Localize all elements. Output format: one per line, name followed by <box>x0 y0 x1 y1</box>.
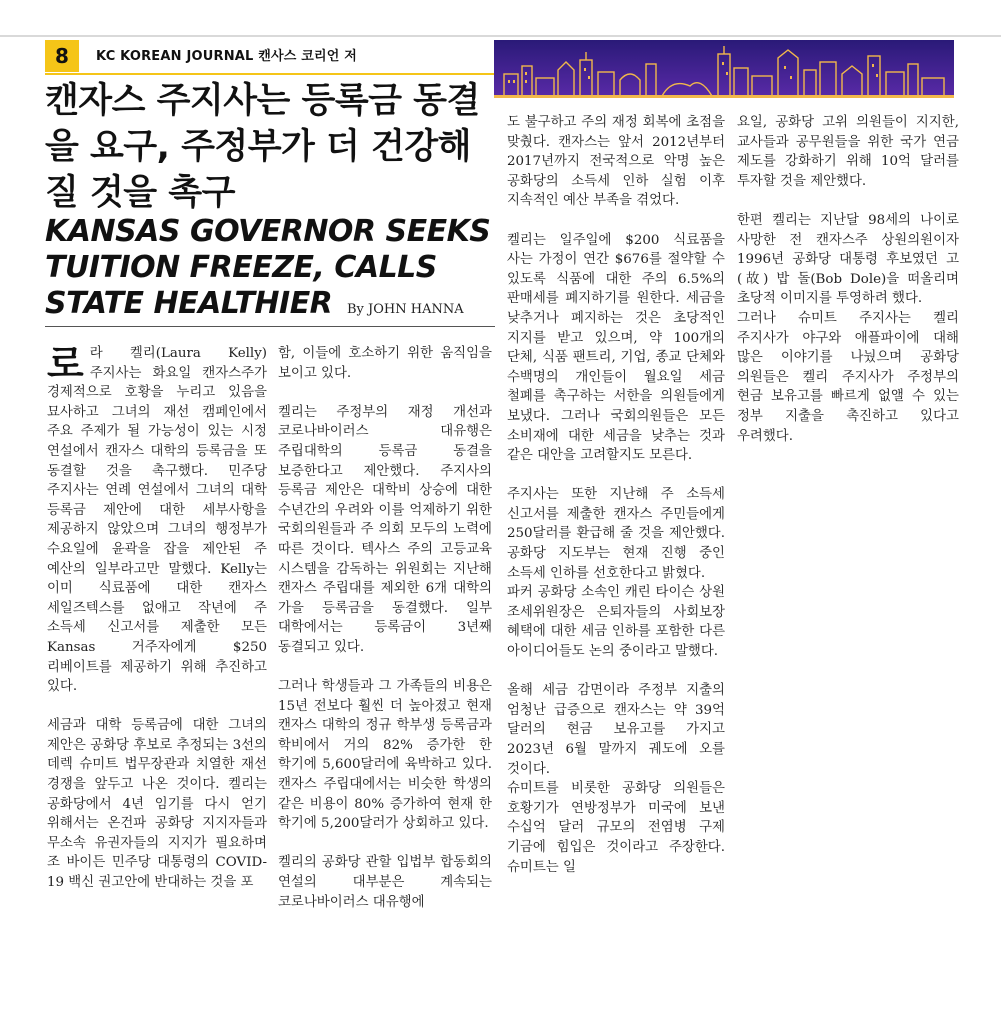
paragraph: 켈리의 공화당 관할 입법부 합동회의 연설의 대부분은 계속되는 코로나바이러스 대유행에 <box>278 855 492 910</box>
paragraph: 파커 공화당 소속인 캐린 타이슨 상원 조세위원장은 은퇴자들의 사회보장 혜택에 대한 세금 인하를 포함한 다른 아이디어들도 논의 중이라고 말했다. <box>507 585 725 660</box>
page-number: 8 <box>55 44 69 68</box>
paragraph: 요일, 공화당 고위 의원들이 지지한, 교사들과 공무원들을 위한 국가 연금 제도를 강화하기 위해 10억 달러를 투자할 것을 제안했다. <box>737 115 959 189</box>
article-column-2 <box>278 344 492 984</box>
paragraph: 세금과 대학 등록금에 대한 그녀의 제안은 공화당 후보로 추정되는 3선의 데렉 슈미트 법무장관과 치열한 재선 경쟁을 앞두고 나온 것이다. 켈리는 공화당에서 4년 임기를 다시 얻기 위해서는 온건파 공화당 지지자들과 무소속 유권자들의 지지가 필요하며 조 바이든 민주당 대통령의 COVID-19 백신 권고안에 반대하는 것을 포 <box>47 718 267 891</box>
paragraph: 도 불구하고 주의 재정 회복에 초점을 맞췄다. 캔자스는 앞서 2012년부터 2017년까지 전국적으로 악명 높은 공화당의 소득세 인하 실험 이후 지속적인 예산 부족을 겪었다. <box>507 115 725 209</box>
headline-rule <box>45 326 495 327</box>
paragraph: 그러나 슈미트 주지사는 켈리 주지사가 야구와 애플파이에 대해 많은 이야기를 나눴으며 공화당 의원들은 켈리 주지사가 주정부의 현금 보유고를 빠르게 없앨 수 있는 정부 지출을 촉진하고 있다고 우려했다. <box>737 310 959 444</box>
paragraph: 켈리는 주정부의 재정 개선과 코로나바이러스 대유행은 주립대학의 등록금 동결을 보증한다고 제안했다. 주지사의 등록금 제안은 대학비 상승에 대한 수년간의 우려와 이를 억제하기 위한 국회의원들과 주 의회 모두의 노력에 따른 것이다. 텍사스 주의 고등교육 시스템을 감독하는 위원회는 지난해 캔자스 주립대를 제외한 6개 대학의 가을 등록금을 동결했다. 일부 대학에서는 등록금이 3년째 동결되고 있다. <box>278 404 492 655</box>
byline: By JOHN HANNA <box>347 302 464 317</box>
paragraph: 슈미트를 비롯한 공화당 의원들은 호황기가 연방정부가 미국에 보낸 수십억 달러 규모의 전염병 구제 기금에 힘입은 것이라고 주장한다. 슈미트는 일 <box>507 781 725 875</box>
headline-korean: 캔자스 주지사는 등록금 동결을 요구, 주정부가 더 건강해 질 것을 촉구 <box>45 81 480 213</box>
paragraph: 한편 켈리는 지난달 98세의 나이로 사망한 전 캔자스주 상원의원이자 1996년 공화당 대통령 후보였던 고(故) 밥 돌(Bob Dole)을 떠올리며 초당적 이미지를 투영하려 했다. <box>737 212 959 307</box>
paragraph: 올해 세금 감면이라 주정부 지출의 엄청난 급증으로 캔자스는 약 39억 달러의 현금 보유고를 가지고 2023년 6월 말까지 궤도에 오를 것이다. <box>507 683 725 777</box>
paragraph: 주지사는 또한 지난해 주 소득세 신고서를 제출한 캔자스 주민들에게 250달러를 환급해 줄 것을 제안했다. 공화당 지도부는 현재 진행 중인 소득세 인하를 선호한다고 밝혔다. <box>507 487 725 581</box>
article-column-1 <box>47 344 267 984</box>
paragraph: 함, 이들에 호소하기 위한 움직임을 보이고 있다. <box>278 346 492 381</box>
drop-cap: 로 <box>47 344 84 386</box>
paragraph-text: 라 켈리(Laura Kelly) 주지사는 화요일 캔자스주가 경제적으로 호황을 누리고 있음을 묘사하고 그녀의 재선 캠페인에서 주요 주제가 될 가능성이 있는 시정 연설에서 캔자스 대학의 등록금을 또 동결할 것을 촉구했다. 민주당 주지사는 연례 연설에서 그녀의 대학 등록금 제안에 대한 세부사항을 제공하지 않았으며 그녀의 행정부가 수요일에 윤곽을 잡을 제안된 주 예산의 일부라고만 말했다. Kelly는 이미 식료품에 대한 캔자스 세일즈텍스를 없애고 작년에 주 소득세 신고서를 제출한 모든 Kansas 거주자에게 $250 리베이트를 제공하기 위해 추진하고 있다. <box>47 346 267 695</box>
kansas-city-skyline-illustration <box>494 40 954 98</box>
article-column-3 <box>507 113 725 983</box>
header-rule <box>45 73 495 75</box>
top-rule <box>0 35 1001 37</box>
headline-english: KANSAS GOVERNOR SEEKS TUITION FREEZE, CALLS STATE HEALTHIER <box>45 214 491 321</box>
publication-name: KC KOREAN JOURNAL 캔사스 코리언 저 <box>96 49 358 64</box>
article-column-4 <box>737 113 959 513</box>
paragraph <box>47 344 267 697</box>
page-number-box <box>45 40 79 72</box>
paragraph: 그러나 학생들과 그 가족들의 비용은 15년 전보다 훨씬 더 높아졌고 현재 캔자스 대학의 정규 학부생 등록금과 학비에서 거의 82% 증가한 한 학기에 5,600달러에 육박하고 있다. 캔자스 주립대에서는 비슷한 학생의 같은 비용이 80% 증가하여 현재 한 학기에 5,200달러가 상회하고 있다. <box>278 679 492 832</box>
paragraph: 켈리는 일주일에 $200 식료품을 사는 가정이 연간 $676를 절약할 수 있도록 식품에 대한 주의 6.5%의 판매세를 폐지하기를 원한다. 세금을 낮추거나 폐지하는 것은 초당적인 지지를 받고 있으며, 약 100개의 단체, 식품 팬트리, 기업, 종교 단체와 수백명의 개인들이 월요일 세금 철폐를 촉구하는 서한을 의원들에게 보냈다. 그러나 국회의원들은 모든 소비재에 대한 세금을 낮추는 것과 같은 대안을 고려할지도 모른다. <box>507 232 725 464</box>
